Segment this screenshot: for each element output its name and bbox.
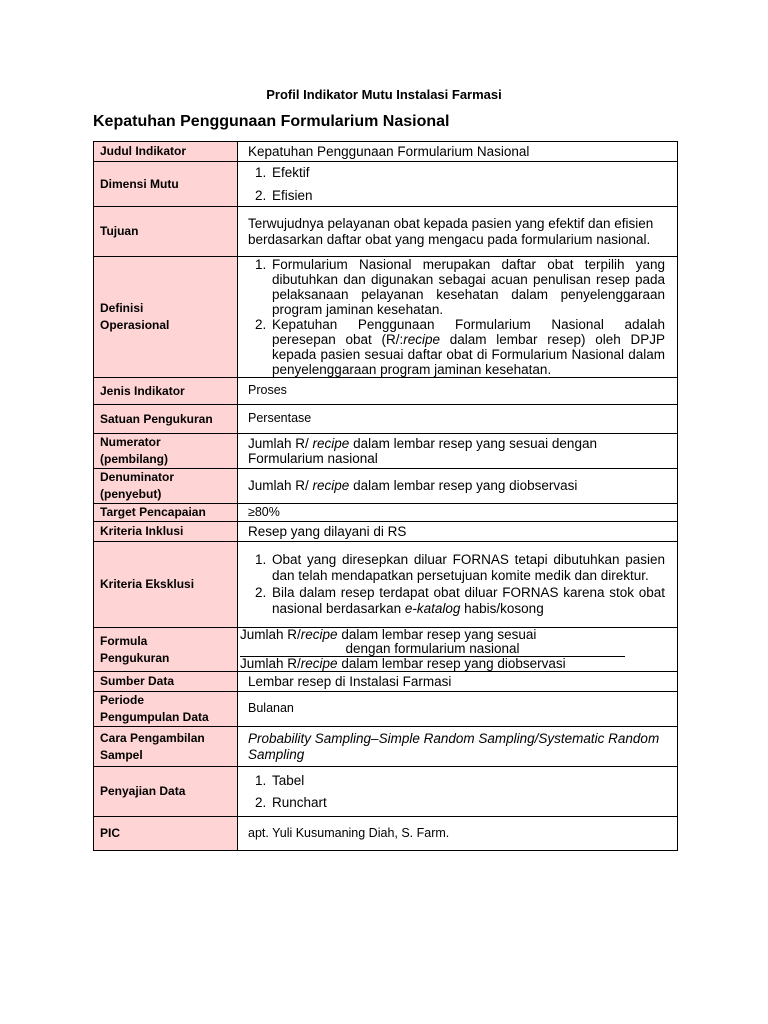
table-row (94, 405, 678, 434)
text-fragment: dalam lembar resep yang sesuai (337, 627, 537, 642)
row-value (238, 434, 678, 469)
table-row (94, 207, 678, 257)
italic-term: recipe (312, 478, 350, 494)
table-row (94, 767, 678, 817)
text-fragment: dalam lembar resep yang diobservasi (337, 656, 566, 671)
document-subtitle: Profil Indikator Mutu Instalasi Farmasi (266, 87, 502, 102)
table-row (94, 434, 678, 469)
row-label: Satuan Pengukuran (94, 405, 238, 434)
table-row (94, 628, 678, 672)
italic-term: e-katalog (404, 601, 461, 616)
row-value (238, 469, 678, 504)
list-item: 1. Formularium Nasional merupakan daftar obat terpilih yang dibutuhkan dan digunakan sebagai acuan penulisan resep pada pelaksanaan pelayanan kesehatan dalam penyelenggaraan program jaminan kesehatan. (270, 257, 665, 317)
text-fragment: Jumlah R/ (240, 627, 301, 642)
list-item: 1. Tabel (270, 773, 665, 789)
row-value: ≥80% (238, 504, 678, 522)
table-row (94, 504, 678, 522)
list-item: 2. Efisien (270, 188, 665, 204)
row-label: Tujuan (94, 207, 238, 257)
text-fragment: dalam lembar resep) oleh DPJP kepada pasien sesuai daftar obat di Formularium Nasional dalam penyelenggaraan program jaminan kesehatan. (272, 332, 666, 377)
table-row (94, 727, 678, 767)
table-row (94, 469, 678, 504)
italic-term: recipe (312, 435, 350, 451)
presentation-list (248, 773, 665, 811)
table-row (94, 257, 678, 378)
label-line: Numerator (100, 435, 161, 449)
row-value (238, 767, 678, 817)
row-label (94, 434, 238, 469)
row-label: Judul Indikator (94, 142, 238, 162)
row-value: apt. Yuli Kusumaning Diah, S. Farm. (238, 817, 678, 851)
row-value: Resep yang dilayani di RS (238, 522, 678, 542)
text-fragment: Kepatuhan Penggunaan Formularium Nasional adalah peresepan obat (R/: (272, 317, 665, 347)
table-row (94, 522, 678, 542)
label-line: Pengukuran (100, 650, 170, 665)
text-fragment: Jumlah R/ (240, 656, 301, 671)
row-value (238, 628, 678, 672)
definition-list (248, 257, 665, 377)
row-label: Jenis Indikator (94, 378, 238, 405)
formula-numerator-continued: dengan formularium nasional (240, 642, 625, 657)
list-item: 2. Runchart (270, 795, 665, 811)
dimension-list (248, 165, 665, 203)
label-line: (pembilang) (100, 452, 168, 466)
row-label: Dimensi Mutu (94, 162, 238, 207)
text-fragment: dalam lembar resep yang sesuai dengan Formularium nasional (248, 435, 597, 466)
text-fragment: Bila dalam resep terdapat obat diluar FORNAS karena stok obat nasional berdasarkan (272, 584, 665, 616)
label-line: (penyebut) (100, 487, 162, 501)
sampling-method: Probability Sampling–Simple Random Sampling/Systematic Random Sampling (248, 731, 660, 762)
row-value: Terwujudnya pelayanan obat kepada pasien yang efektif dan efisien berdasarkan daftar obat yang mengacu pada formularium nasional. (238, 207, 678, 257)
text-fragment: Jumlah R/ (248, 478, 313, 494)
document-title: Kepatuhan Penggunaan Formularium Nasional (93, 113, 450, 130)
row-label (94, 727, 238, 767)
row-label: Penyajian Data (94, 767, 238, 817)
list-item: 1. Obat yang diresepkan diluar FORNAS tetapi dibutuhkan pasien dan telah mendapatkan persetujuan komite medik dan direktur. (270, 552, 665, 585)
row-label: Sumber Data (94, 672, 238, 692)
label-line: Operasional (100, 318, 170, 332)
row-value (238, 162, 678, 207)
row-label: PIC (94, 817, 238, 851)
row-label (94, 257, 238, 378)
text-fragment: Jumlah R/ (248, 435, 313, 451)
table-row (94, 378, 678, 405)
row-value (238, 727, 678, 767)
row-label: Kriteria Inklusi (94, 522, 238, 542)
list-item (270, 585, 665, 618)
label-line: Sampel (100, 747, 143, 762)
italic-term: recipe (403, 332, 441, 347)
formula-denominator (240, 657, 665, 671)
formula-numerator (240, 628, 665, 642)
row-value: Lembar resep di Instalasi Farmasi (238, 672, 678, 692)
label-line: Pengumpulan Data (100, 710, 209, 724)
row-value (238, 257, 678, 378)
text-fragment: dalam lembar resep yang diobservasi (349, 478, 578, 494)
italic-term: recipe (300, 627, 338, 642)
italic-term: recipe (300, 656, 338, 671)
table-row (94, 542, 678, 628)
label-line: Formula (100, 633, 148, 648)
row-value: Persentase (238, 405, 678, 434)
label-line: Definisi (100, 301, 144, 315)
label-line: Periode (100, 693, 145, 707)
table-row (94, 817, 678, 851)
table-row (94, 162, 678, 207)
row-label (94, 692, 238, 727)
text-fragment: habis/kosong (460, 601, 544, 616)
row-value (238, 542, 678, 628)
row-value: Bulanan (238, 692, 678, 727)
exclusion-list (248, 552, 665, 618)
row-label (94, 469, 238, 504)
table-row (94, 672, 678, 692)
row-value: Proses (238, 378, 678, 405)
table-row (94, 692, 678, 727)
indicator-profile-table (93, 141, 678, 851)
row-label: Kriteria Eksklusi (94, 542, 238, 628)
table-row (94, 142, 678, 162)
row-label: Target Pencapaian (94, 504, 238, 522)
list-item: 1. Efektif (270, 165, 665, 181)
label-line: Cara Pengambilan (100, 730, 205, 745)
label-line: Denuminator (100, 470, 175, 484)
list-item (270, 317, 665, 377)
row-label (94, 628, 238, 672)
row-value: Kepatuhan Penggunaan Formularium Nasional (238, 142, 678, 162)
